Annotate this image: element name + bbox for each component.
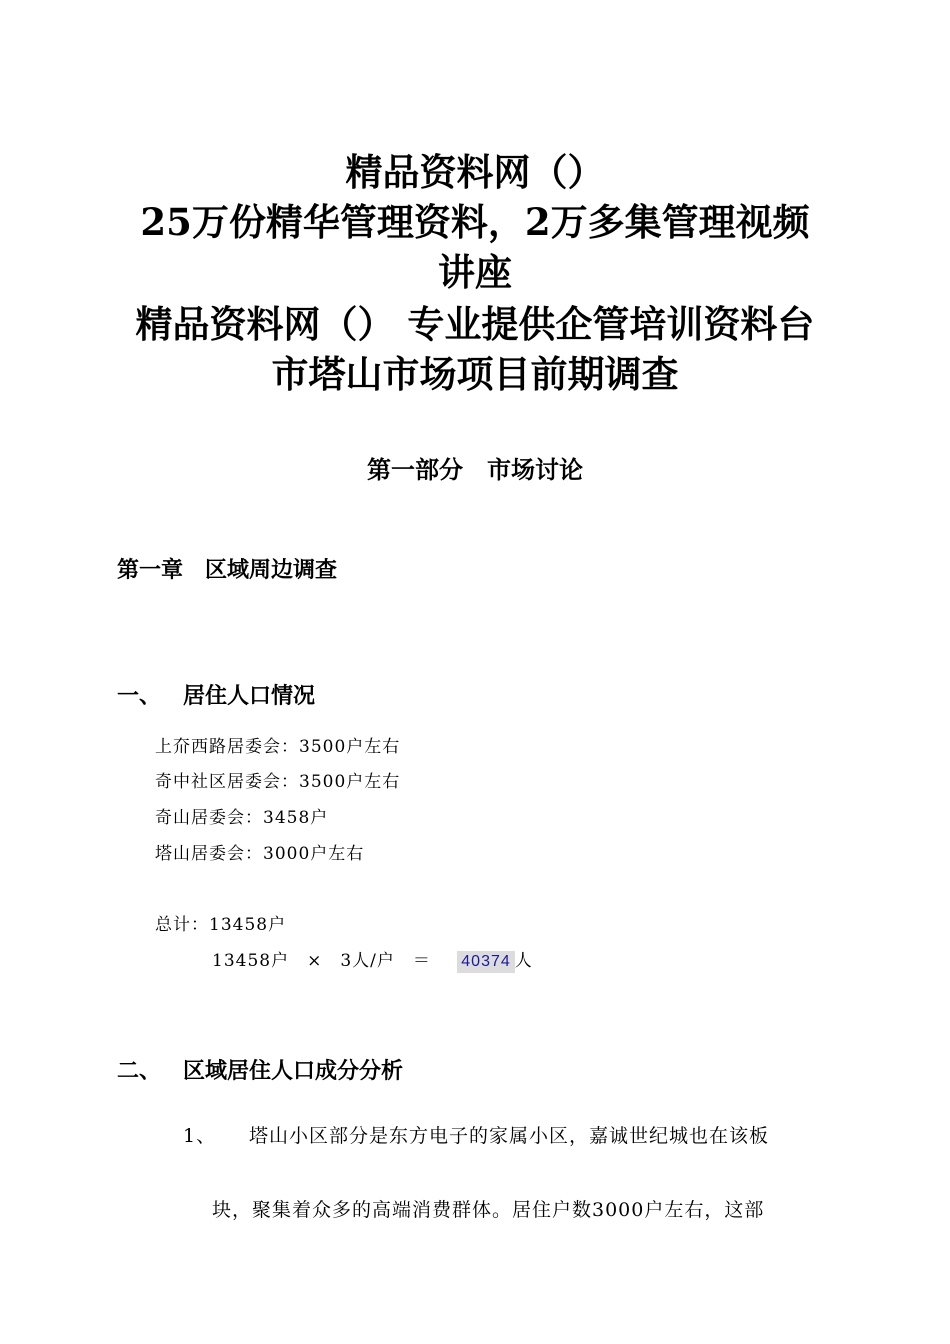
doc-title-line-5: 市塔山市场项目前期调查 [271, 352, 679, 396]
population-calculation [212, 950, 533, 973]
section-1-number: 一、 [117, 683, 162, 709]
part-heading: 第一部分 市场讨论 [367, 455, 583, 484]
population-line-4: 塔山居委会：3000户左右 [155, 844, 365, 864]
doc-title-line-4: 精品资料网（） 专业提供企管培训资料台 [135, 302, 815, 346]
doc-title-line-3: 讲座 [438, 250, 512, 294]
chapter-heading: 第一章 区域周边调查 [117, 557, 338, 583]
item-1-number: 1、 [183, 1125, 217, 1147]
doc-title-line-1: 精品资料网（） [345, 150, 605, 194]
calculation-formula: 13458户 × 3人/户 ＝ [212, 951, 431, 971]
section-2-title: 区域居住人口成分分析 [183, 1058, 404, 1084]
doc-title-line-2: 25万份精华管理资料，2万多集管理视频 [140, 200, 810, 244]
population-line-2: 奇中社区居委会：3500户左右 [155, 772, 401, 792]
item-1-text-line-2: 块，聚集着众多的高端消费群体。居住户数3000户左右，这部 [212, 1199, 765, 1221]
calculation-unit: 人 [514, 951, 533, 971]
item-1-text-line-1: 塔山小区部分是东方电子的家属小区，嘉诚世纪城也在该板 [249, 1125, 770, 1147]
population-total: 总计：13458户 [155, 915, 287, 935]
population-line-3: 奇山居委会：3458户 [155, 808, 329, 828]
section-2-number: 二、 [117, 1058, 162, 1084]
calculation-result: 40374 [457, 951, 515, 973]
population-line-1: 上夼西路居委会：3500户左右 [155, 737, 401, 757]
section-1-title: 居住人口情况 [183, 683, 316, 709]
